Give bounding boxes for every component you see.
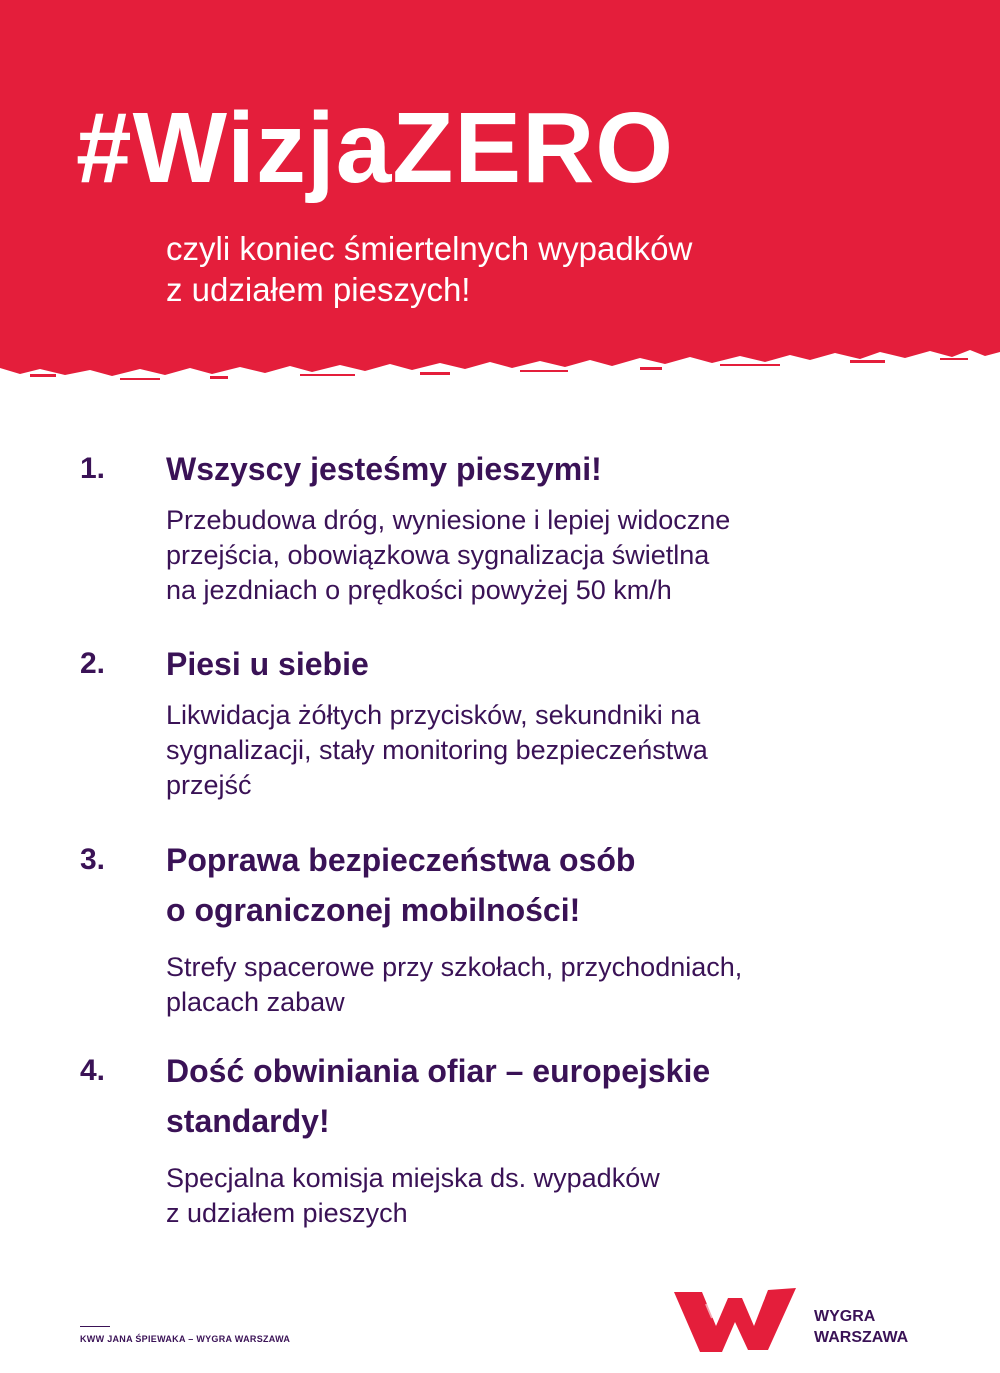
description-line: przejścia, obowiązkowa sygnalizacja świetlna bbox=[166, 540, 710, 570]
item-heading bbox=[166, 444, 602, 494]
description-line: z udziałem pieszych bbox=[166, 1198, 408, 1228]
item-number: 3. bbox=[80, 843, 106, 876]
description-line: sygnalizacji, stały monitoring bezpieczeństwa bbox=[166, 735, 708, 765]
description-line: przejść bbox=[166, 770, 252, 800]
description-line: na jezdniach o prędkości powyżej 50 km/h bbox=[166, 575, 672, 605]
item-heading bbox=[166, 1046, 710, 1146]
page-title: #WizjaZERO bbox=[76, 92, 675, 204]
footer-divider bbox=[80, 1326, 110, 1327]
item-heading bbox=[166, 639, 369, 689]
item-description bbox=[166, 503, 730, 608]
page-subtitle bbox=[166, 228, 692, 310]
logo-wordmark bbox=[814, 1306, 908, 1348]
item-heading bbox=[166, 835, 635, 935]
heading-line: standardy! bbox=[166, 1103, 330, 1139]
subtitle-line: z udziałem pieszych! bbox=[166, 271, 471, 308]
w-logo-icon bbox=[672, 1288, 798, 1354]
heading-line: Piesi u siebie bbox=[166, 646, 369, 682]
description-line: Specjalna komisja miejska ds. wypadków bbox=[166, 1163, 660, 1193]
subtitle-line: czyli koniec śmiertelnych wypadków bbox=[166, 230, 693, 267]
description-line: Likwidacja żółtych przycisków, sekundniki na bbox=[166, 700, 701, 730]
logo-line: WARSZAWA bbox=[814, 1329, 909, 1346]
description-line: placach zabaw bbox=[166, 987, 345, 1017]
logo-line: WYGRA bbox=[814, 1308, 876, 1325]
item-description bbox=[166, 1161, 660, 1231]
heading-line: Dość obwiniania ofiar – europejskie bbox=[166, 1053, 711, 1089]
item-number: 4. bbox=[80, 1054, 106, 1087]
item-number: 1. bbox=[80, 452, 106, 485]
description-line: Strefy spacerowe przy szkołach, przychodniach, bbox=[166, 952, 743, 982]
item-number: 2. bbox=[80, 647, 106, 680]
heading-line: o ograniczonej mobilności! bbox=[166, 892, 581, 928]
heading-line: Wszyscy jesteśmy pieszymi! bbox=[166, 451, 602, 487]
item-description bbox=[166, 698, 708, 803]
heading-line: Poprawa bezpieczeństwa osób bbox=[166, 842, 636, 878]
footer-committee: KWW JANA ŚPIEWAKA – WYGRA WARSZAWA bbox=[80, 1334, 291, 1344]
description-line: Przebudowa dróg, wyniesione i lepiej widoczne bbox=[166, 505, 731, 535]
item-description bbox=[166, 950, 742, 1020]
header-banner bbox=[0, 0, 1000, 400]
